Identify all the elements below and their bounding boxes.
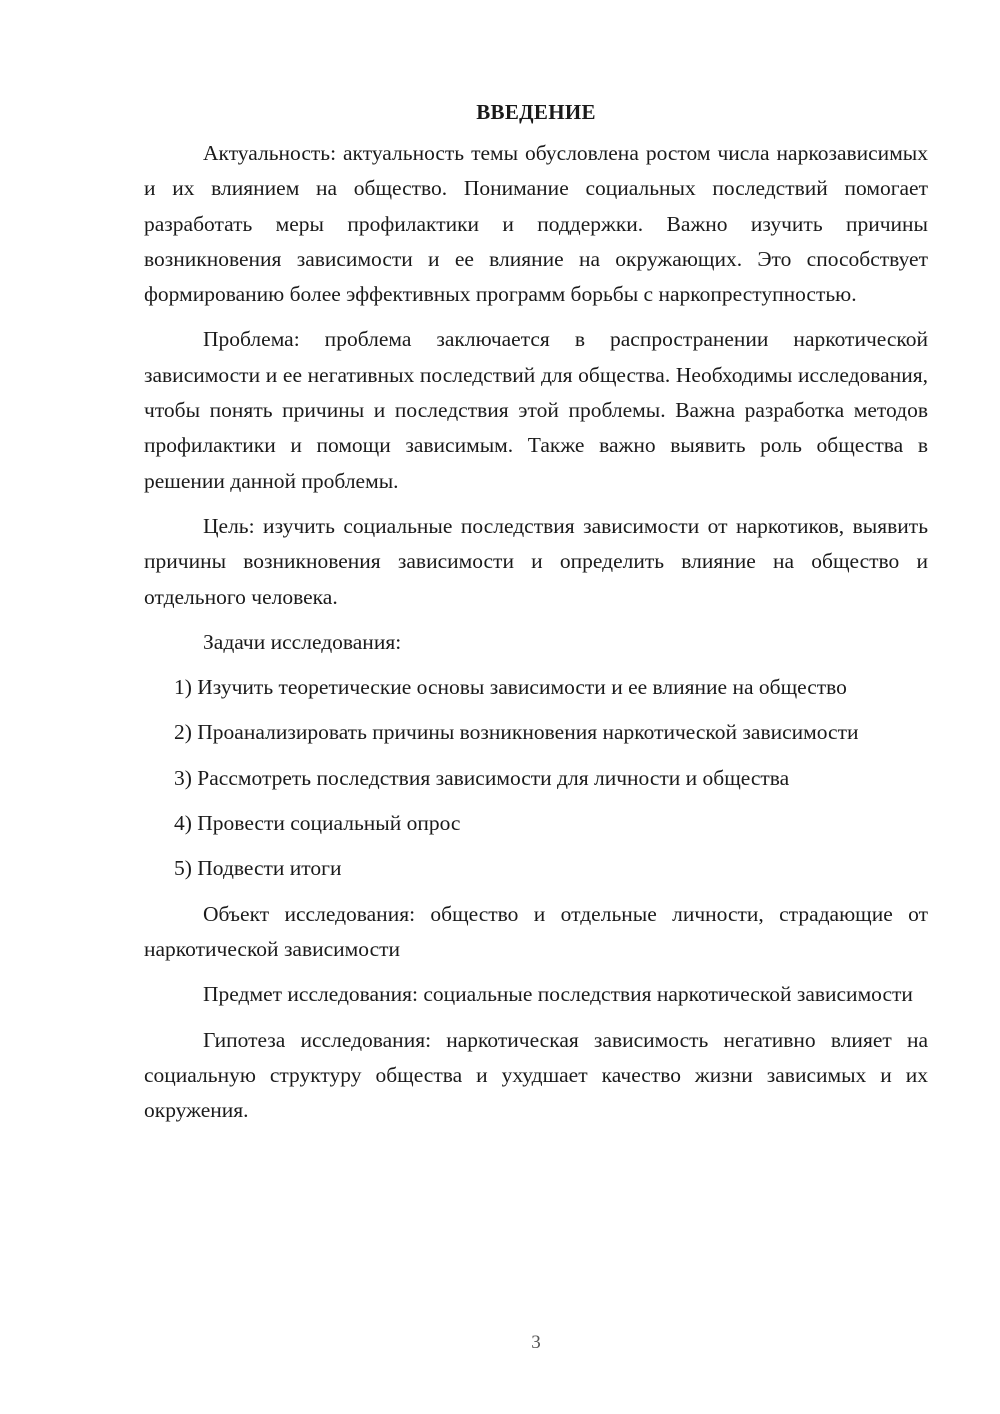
task-item-2: 2) Проанализировать причины возникновения наркотической зависимости (174, 720, 859, 745)
task-item-1: 1) Изучить теоретические основы зависимости и ее влияние на общество (174, 675, 847, 700)
paragraph-goal: Цель: изучить социальные последствия зависимости от наркотиков, выявить причины возникновения зависимости и определить влияние на общество и отдельного человека. (144, 513, 928, 609)
document-page (144, 95, 928, 1138)
task-item-3: 3) Рассмотреть последствия зависимости для личности и общества (174, 765, 790, 790)
page-number: 3 (531, 1332, 541, 1353)
paragraph-hypothesis: Гипотеза исследования: наркотическая зависимость негативно влияет на социальную структуру общества и ухудшает качество жизни зависимых и их окружения. (144, 1027, 928, 1123)
task-item-5: 5) Подвести итоги (174, 856, 342, 881)
section-title: ВВЕДЕНИЕ (476, 100, 596, 124)
paragraph-object: Объект исследования: общество и отдельные личности, страдающие от наркотической зависимости (144, 901, 928, 961)
tasks-heading: Задачи исследования: (203, 629, 402, 654)
task-item-4: 4) Провести социальный опрос (174, 811, 461, 836)
paragraph-problem: Проблема: проблема заключается в распространении наркотической зависимости и ее негативных последствий для общества. Необходимы исследования, чтобы понять причины и последствия этой проблемы. Важна разработка методов профилактики и помощи зависимым. Также важно выявить роль общества в решении данной проблемы. (144, 327, 928, 493)
paragraph-relevance: Актуальность: актуальность темы обусловлена ростом числа наркозависимых и их влиянием на общество. Понимание социальных последствий помогает разработать меры профилактики и поддержки. Важно изучить причины возникновения зависимости и ее влияние на окружающих. Это способствует формированию более эффективных программ борьбы с наркопреступностью. (144, 141, 928, 307)
paragraph-subject: Предмет исследования: социальные последствия наркотической зависимости (203, 982, 913, 1007)
